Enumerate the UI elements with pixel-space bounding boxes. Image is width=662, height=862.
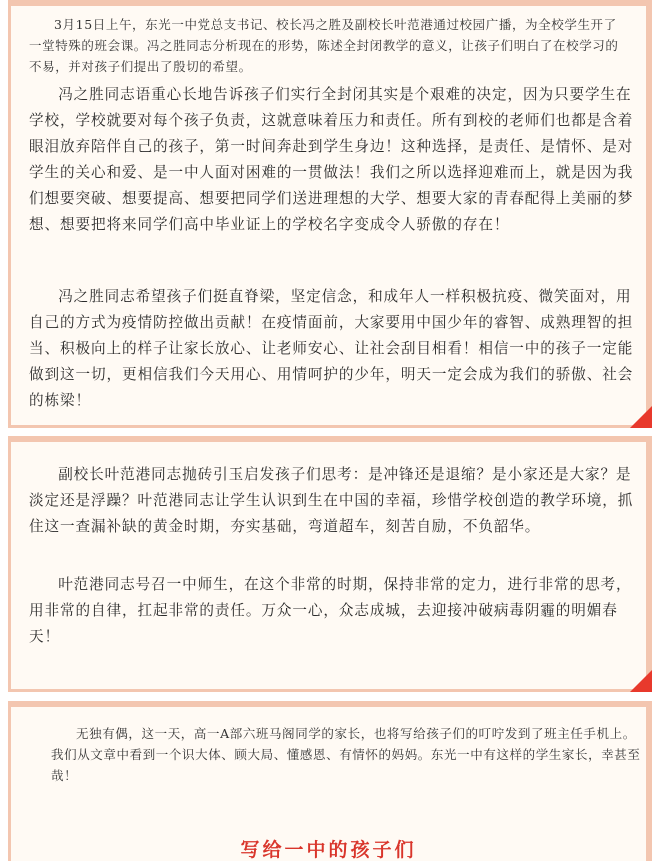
intro-paragraph: 3月15日上午，东光一中党总支书记、校长冯之胜及副校长叶范港通过校园广播，为全校学生开了一堂特殊的班会课。冯之胜同志分析现在的形势，陈述全封闭教学的意义，让孩子们明白了在校学习的不易，并对孩子们提出了殷切的希望。 <box>29 17 619 74</box>
vice-principal-call-paragraph: 叶范港同志号召一中师生，在这个非常的时期，保持非常的定力，进行非常的思考，用非常的自律，扛起非常的责任。万众一心，众志成城，去迎接冲破病毒阴霾的明媚春天！ <box>29 576 632 645</box>
vice-principal-questions-paragraph: 副校长叶范港同志抛砖引玉启发孩子们思考：是冲锋还是退缩？是小家还是大家？是淡定还是浮躁？叶范港同志让学生认识到生在中国的幸福，珍惜学校创造的教学环境，抓住这一查漏补缺的黄金时期，夯实基础，弯道超车，刻苦自励，不负韶华。 <box>29 466 634 535</box>
corner-triangle-icon <box>630 670 652 692</box>
news-card-parent-letter <box>8 701 652 861</box>
parent-letter-intro-paragraph: 无独有偶，这一天，高一A部六班马阁同学的家长，也将写给孩子们的叮咛发到了班主任手机上。我们从文章中看到一个识大体、顾大局、懂感恩、有情怀的妈妈。东光一中有这样的学生家长，幸甚至哉！ <box>51 726 641 783</box>
news-card-principal <box>8 0 652 428</box>
principal-hope-paragraph: 冯之胜同志希望孩子们挺直脊梁，坚定信念，和成年人一样积极抗疫、微笑面对，用自己的方式为疫情防控做出贡献！在疫情面前，大家要用中国少年的睿智、成熟理智的担当、积极向上的样子让家长放心、让老师安心、让社会刮目相看！相信一中的孩子一定能做到这一切，更相信我们今天用心、用情呵护的少年，明天一定会成为我们的骄傲、社会的栋梁！ <box>29 288 634 409</box>
letter-title: 写给一中的孩子们 <box>240 839 417 861</box>
principal-speech-paragraph: 冯之胜同志语重心长地告诉孩子们实行全封闭其实是个艰难的决定，因为只要学生在学校，学校就要对每个孩子负责，这就意味着压力和责任。所有到校的老师们也都是含着眼泪放弃陪伴自己的孩子，第一时间奔赴到学生身边！这种选择，是责任、是情怀、是对学生的关心和爱、是一中人面对困难的一贯做法！我们之所以选择迎难而上，就是因为我们想要突破、想要提高、想要把同学们送进理想的大学、想要大家的青春配得上美丽的梦想、想要把将来同学们高中毕业证上的学校名字变成令人骄傲的存在！ <box>29 86 634 233</box>
news-card-vice-principal <box>8 436 652 692</box>
corner-triangle-icon <box>630 406 652 428</box>
